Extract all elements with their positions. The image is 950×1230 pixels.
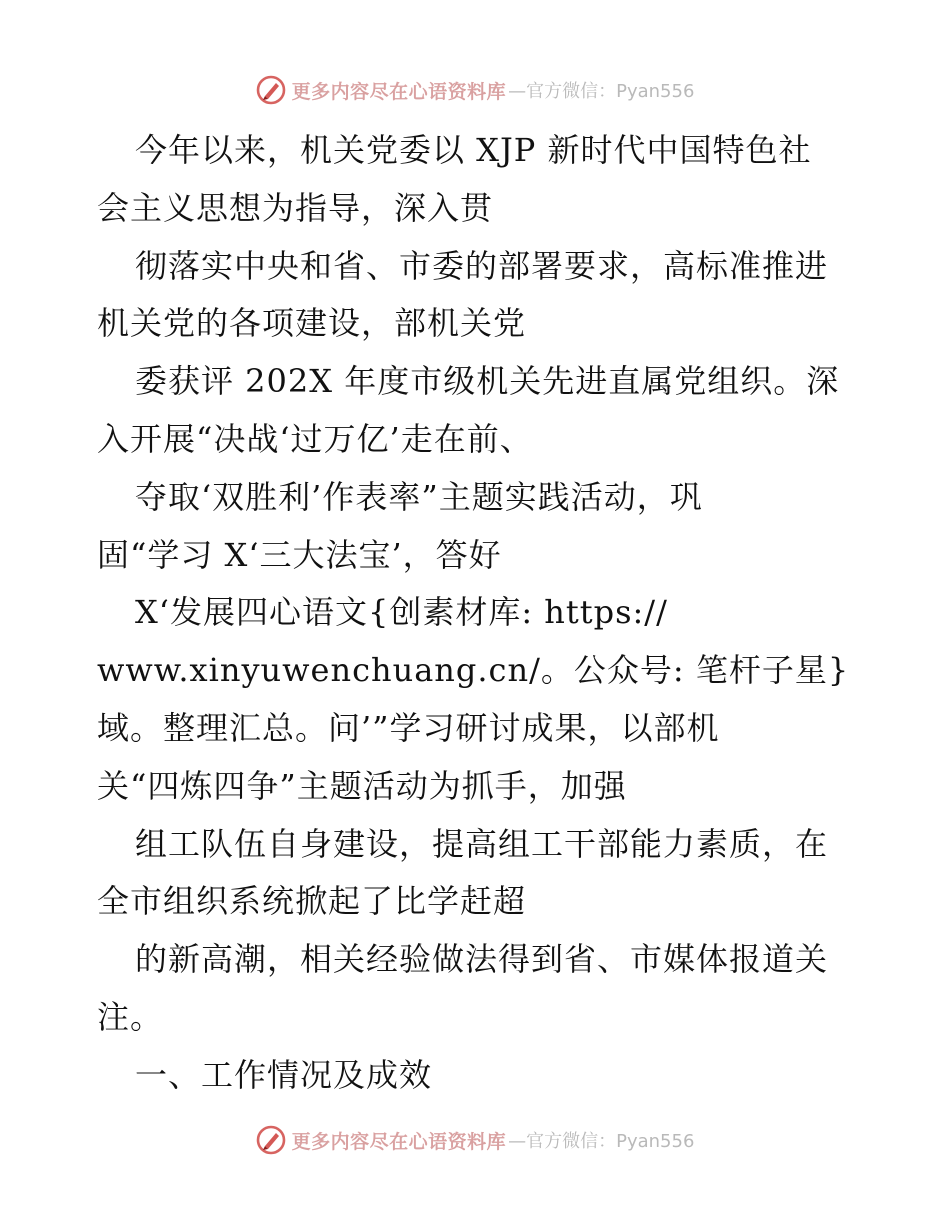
text-line: 域。整理汇总。问’”学习研讨成果，以部机 <box>97 708 720 747</box>
text-line: 入开展“决战‘过万亿’走在前、 <box>97 419 533 458</box>
banner-wechat-text: —官方微信：Pyan556 <box>508 1131 695 1152</box>
text-line: www.xinyuwenchuang.cn/。公众号: 笔杆子星} <box>97 651 850 690</box>
text-line: 委获评 202X 年度市级机关先进直属党组织。深 <box>135 362 840 401</box>
banner-wechat-text: —官方微信：Pyan556 <box>508 81 695 102</box>
text-line: 夺取‘双胜利’作表率”主题实践活动，巩 <box>135 477 703 516</box>
brand-logo-icon <box>256 75 286 105</box>
text-line: 全市组织系统掀起了比学赶超 <box>97 882 527 921</box>
text-line: 组工队伍自身建设，提高组工干部能力素质，在 <box>135 824 829 863</box>
text-line: 固“学习 X‘三大法宝’，答好 <box>97 535 502 574</box>
text-line: 今年以来，机关党委以 XJP 新时代中国特色社 <box>135 131 812 169</box>
text-line: 的新高潮，相关经验做法得到省、市媒体报道关 <box>135 940 829 979</box>
text-line: 一、工作情况及成效 <box>135 1055 433 1094</box>
footer-watermark-banner <box>0 1120 950 1160</box>
text-line: 注。 <box>97 997 164 1036</box>
text-line: 机关党的各项建设，部机关党 <box>97 304 527 343</box>
header-watermark-banner <box>0 70 950 110</box>
banner-brand-text: 更多内容尽在心语资料库 <box>291 80 507 103</box>
text-line: 会主义思想为指导，深入贯 <box>97 188 494 227</box>
brand-logo-icon <box>256 1125 286 1155</box>
banner-brand-text: 更多内容尽在心语资料库 <box>291 1130 507 1153</box>
text-line: 彻落实中央和省、市委的部署要求，高标准推进 <box>135 246 829 285</box>
document-body <box>97 122 877 1105</box>
text-line: X‘发展四心语文{创素材库: https:// <box>135 593 668 632</box>
text-line: 关“四炼四争”主题活动为抓手，加强 <box>97 766 627 805</box>
